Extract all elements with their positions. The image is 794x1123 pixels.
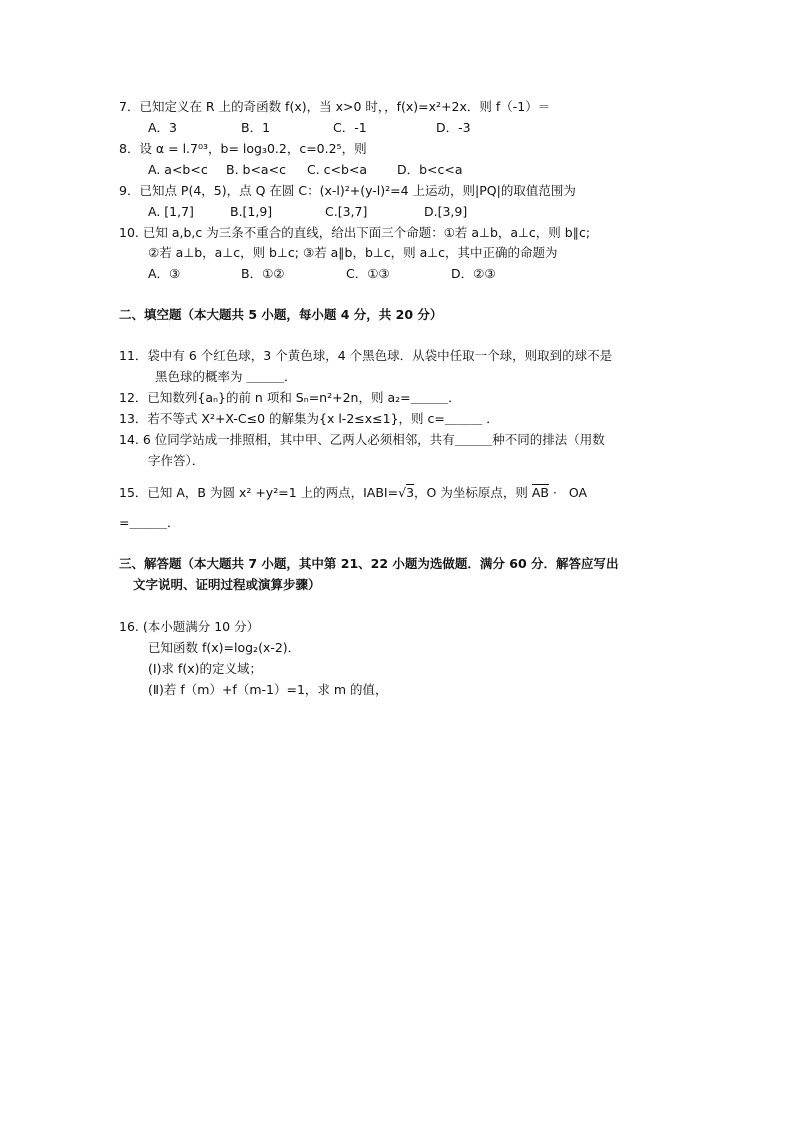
q14-line2: 字作答）． bbox=[148, 453, 205, 468]
q16-part1: (Ⅰ)求 f(x)的定义域； bbox=[148, 661, 262, 676]
q12-text: 12．已知数列{aₙ}的前 n 项和 Sₙ=n²+2n，则 a₂=＿＿＿． bbox=[119, 390, 461, 405]
q7-option-a: A．3 bbox=[148, 120, 178, 135]
sqrt-symbol: √ bbox=[398, 485, 407, 500]
q8-option-c: C. c<b<a bbox=[307, 162, 368, 177]
q8-option-a: A. a<b<c bbox=[148, 162, 208, 177]
q15-vector-oa: OA bbox=[568, 485, 588, 500]
q10-option-b: B．①② bbox=[241, 266, 285, 281]
q7-stem: 7．已知定义在 R 上的奇函数 f(x)，当 x>0 时，，f(x)=x²+2x．则 f（-1）＝ bbox=[119, 99, 551, 114]
q9-option-a: A. [1,7] bbox=[148, 204, 194, 219]
q14-line1: 14. 6 位同学站成一排照相，其中甲、乙两人必须相邻，共有＿＿＿种不同的排法（用数 bbox=[119, 432, 605, 447]
q11-line2: 黑色球的概率为 ＿＿＿． bbox=[155, 369, 297, 384]
q15-part1: 15．已知 A，B 为圆 x² +y²=1 上的两点，IABI= bbox=[119, 485, 399, 500]
q9-option-c: C.[3,7] bbox=[325, 204, 368, 219]
q15-part2: ，O 为坐标原点，则 bbox=[414, 485, 528, 500]
q8-stem: 8．设 α = l.7⁰³，b= log₃0.2，c=0.2⁵，则 bbox=[119, 141, 367, 156]
q9-stem: 9．已知点 P(4，5)，点 Q 在圆 C：(x-l)²+(y-l)²=4 上运动，则|PQ|的取值范围为 bbox=[119, 183, 576, 198]
q11-line1: 11．袋中有 6 个红色球，3 个黄色球，4 个黑色球．从袋中任取一个球，则取到的球不是 bbox=[119, 348, 613, 363]
q15-dot: · bbox=[552, 485, 557, 500]
q8-option-d: D．b<c<a bbox=[397, 162, 463, 177]
q13-text: 13．若不等式 X²+X-C≤0 的解集为{x l-2≤x≤1}，则 c=＿＿＿ ． bbox=[119, 411, 499, 426]
q10-option-a: A．③ bbox=[148, 266, 181, 281]
q10-option-d: D．②③ bbox=[451, 266, 496, 281]
section2-heading: 二、填空题（本大题共 5 小题，每小题 4 分，共 20 分） bbox=[119, 307, 443, 322]
q9-option-b: B.[1,9] bbox=[230, 204, 273, 219]
q16-part2: (Ⅱ)若 f（m）+f（m-1）=1，求 m 的值， bbox=[148, 682, 388, 697]
q10-stem-line1: 10. 已知 a,b,c 为三条不重合的直线，给出下面三个命题：①若 a⊥b，a⊥c，则 b∥c; bbox=[119, 225, 591, 240]
q10-stem-line2: ②若 a⊥b，a⊥c，则 b⊥c; ③若 a∥b，b⊥c，则 a⊥c，其中正确的命题为 bbox=[148, 245, 558, 260]
q15-line1 bbox=[119, 485, 587, 501]
q7-option-b: B．1 bbox=[241, 120, 271, 135]
section3-heading-line1: 三、解答题（本大题共 7 小题，其中第 21、22 小题为选做题．满分 60 分．解答应写出 bbox=[119, 556, 619, 571]
section3-heading-line2: 文字说明、证明过程或演算步骤） bbox=[133, 577, 321, 592]
q8-option-b: B. b<a<c bbox=[226, 162, 286, 177]
q10-option-c: C．①③ bbox=[346, 266, 390, 281]
q7-option-d: D．-3 bbox=[436, 120, 471, 135]
q16-given: 已知函数 f(x)=log₂(x-2)． bbox=[148, 640, 301, 655]
q9-option-d: D.[3,9] bbox=[424, 204, 468, 219]
q16-title: 16. (本小题满分 10 分） bbox=[119, 619, 260, 634]
q15-line2: =＿＿＿． bbox=[119, 515, 180, 530]
q7-option-c: C．-1 bbox=[333, 120, 367, 135]
q15-vector-ab: $\overline{AB}$ bbox=[531, 485, 549, 500]
q15-sqrt-value: 3 bbox=[406, 485, 415, 500]
